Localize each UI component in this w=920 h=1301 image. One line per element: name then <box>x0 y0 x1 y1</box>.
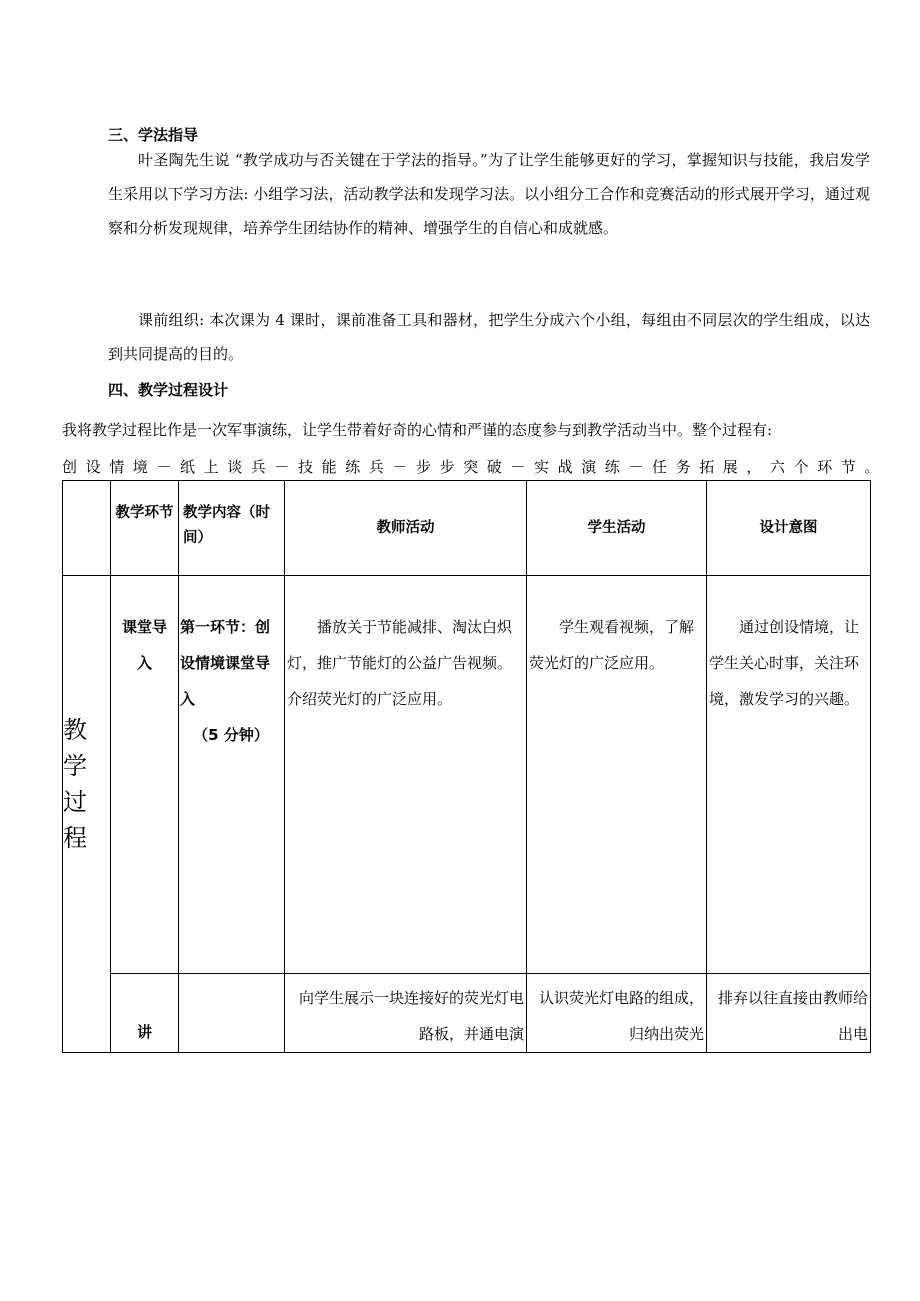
header-teacher: 教师活动 <box>285 481 527 576</box>
section-heading-4: 四、教学过程设计 <box>108 381 229 399</box>
header-empty <box>63 481 111 576</box>
student-activity-2: 认识荧光灯电路的组成，归纳出荧光 <box>527 974 707 1053</box>
stage-intro: 课堂导入 <box>111 576 179 974</box>
table-row <box>63 576 871 974</box>
header-intent: 设计意图 <box>707 481 871 576</box>
table-header-row <box>63 481 871 576</box>
design-intent: 通过创设情境，让学生关心时事，关注环境，激发学习的兴趣。 <box>707 576 871 974</box>
design-intent-2: 排弃以往直接由教师给出电 <box>707 974 871 1053</box>
header-student: 学生活动 <box>527 481 707 576</box>
process-intro: 我将教学过程比作是一次军事演练，让学生带着好奇的心情和严谨的态度参与到教学活动当中。整个过程有: <box>62 421 773 439</box>
content-empty <box>179 974 285 1053</box>
teaching-plan-table <box>62 480 871 1053</box>
content-time: （5 分钟） <box>193 726 269 744</box>
table-row <box>63 974 871 1053</box>
paragraph-method: 叶圣陶先生说 “教学成功与否关键在于学法的指导。”为了让学生能够更好的学习，掌握知识与技能，我启发学生采用以下学习方法: 小组学习法，活动教学法和发现学习法。以小组分工合作和竞赛活动的形式展开学习，通过观察和分析发现规律，培养学生团结协作的精神、增强学生的自信心和成就感。 <box>108 151 870 237</box>
process-label: 教学过程 <box>63 576 111 1053</box>
teacher-activity: 播放关于节能减排、淘汰白炽灯，推广节能灯的公益广告视频。介绍荧光灯的广泛应用。 <box>285 576 527 974</box>
content-cell <box>179 576 285 974</box>
teacher-activity-2: 向学生展示一块连接好的荧光灯电路板，并通电演 <box>285 974 527 1053</box>
process-steps: 创设情境－纸上谈兵－技能练兵－步步突破－实战演练－任务拓展，六个环节。 <box>62 458 889 476</box>
content-title: 第一环节：创设情境课堂导入 <box>180 618 271 708</box>
section-heading-3: 三、学法指导 <box>108 126 199 144</box>
header-content: 教学内容（时间） <box>179 481 285 576</box>
header-stage: 教学环节 <box>111 481 179 576</box>
student-activity: 学生观看视频，了解荧光灯的广泛应用。 <box>527 576 707 974</box>
paragraph-preparation: 课前组织: 本次课为 4 课时，课前准备工具和器材，把学生分成六个小组，每组由不同层次的学生组成，以达到共同提高的目的。 <box>108 311 871 363</box>
stage-lecture: 讲 <box>111 974 179 1053</box>
